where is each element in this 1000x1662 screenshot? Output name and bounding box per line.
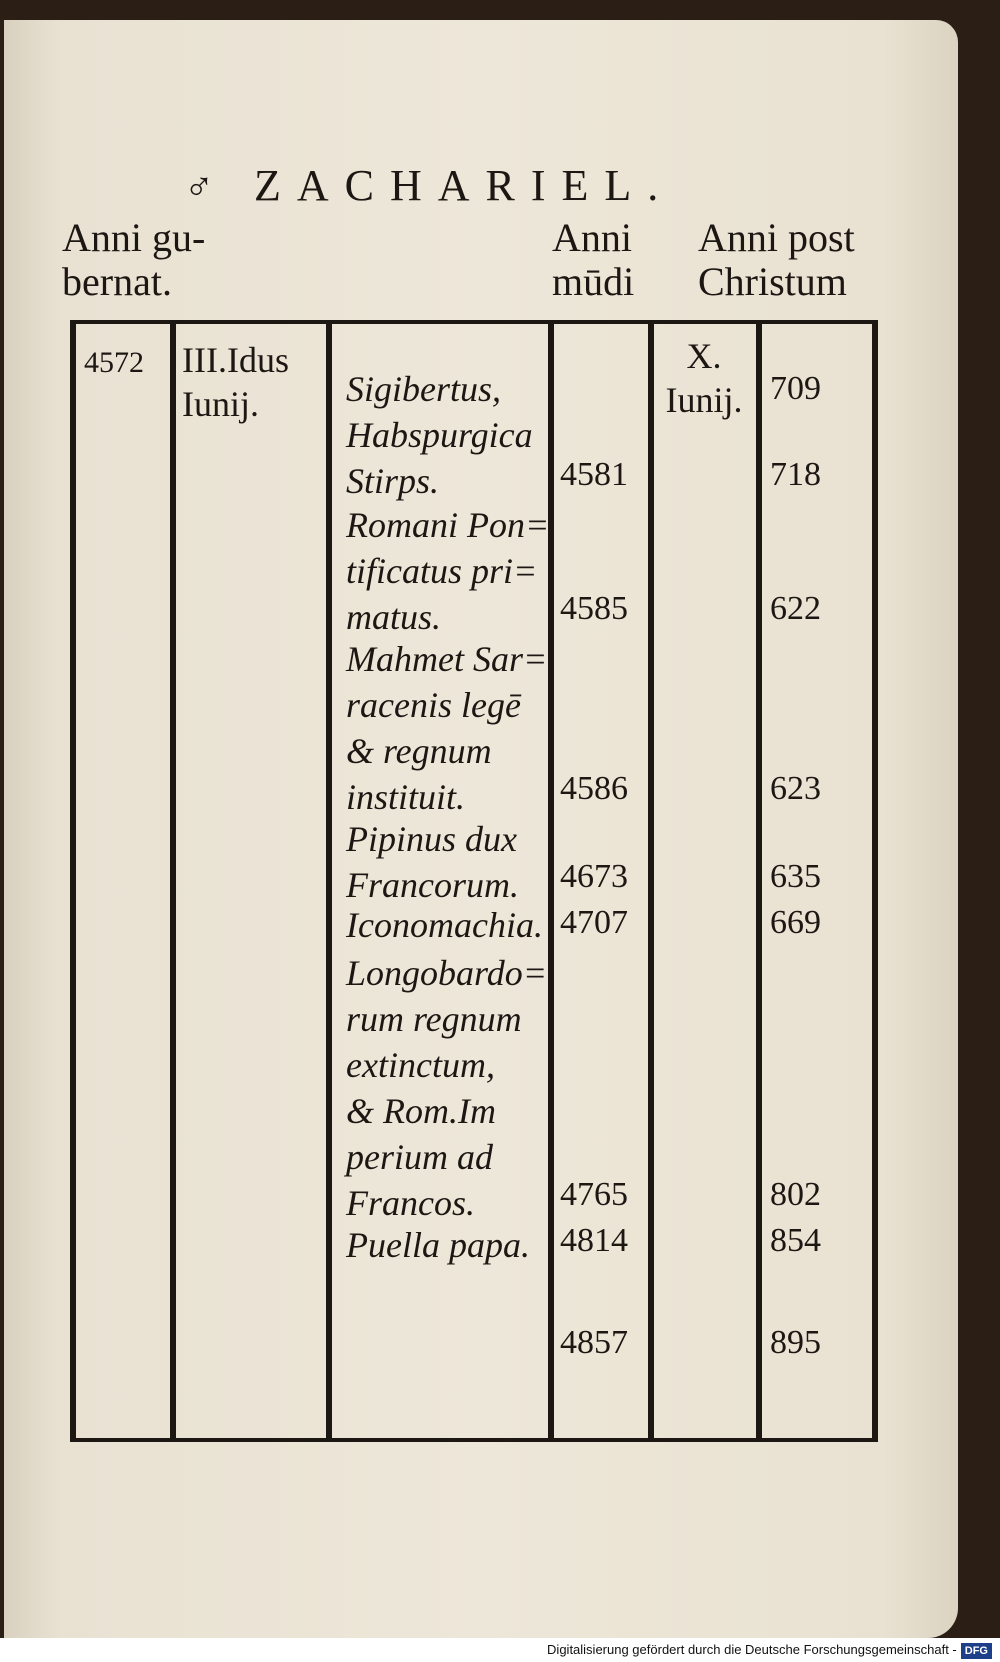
chronology-table	[70, 320, 878, 1442]
digitization-credit	[0, 1638, 1000, 1662]
page-header	[184, 160, 804, 211]
christum-value: 669	[770, 904, 821, 941]
mundi-value: 4814	[560, 1222, 628, 1259]
column-rule	[70, 324, 76, 1438]
column-header-anni-gubernat: Anni gu- bernat.	[62, 215, 206, 304]
entry-text: Romani Pon= tificatus pri= matus.	[346, 505, 550, 637]
mundi-value-final: 4857	[560, 1324, 628, 1361]
column-rule	[872, 324, 878, 1438]
dfg-logo: DFG	[961, 1643, 992, 1659]
entry-text: Longobardo= rum regnum extinctum, & Rom.Im perium ad Francos.	[346, 953, 547, 1223]
entry-text: Iconomachia.	[346, 905, 543, 945]
mundi-value: 4585	[560, 590, 628, 627]
day-label: III.Idus Iunij.	[182, 340, 289, 424]
column-rule	[170, 324, 176, 1438]
book-page	[4, 20, 958, 1638]
month-label: X. Iunij.	[665, 336, 743, 420]
christum-value: 802	[770, 1176, 821, 1213]
christum-value: 854	[770, 1222, 821, 1259]
column-rule	[648, 324, 654, 1438]
entry-text: Pipinus dux Francorum.	[346, 819, 519, 905]
mundi-value: 4707	[560, 904, 628, 941]
entry-text: Sigibertus, Habspurgica Stirps.	[346, 369, 533, 501]
christum-value-final: 895	[770, 1324, 821, 1361]
christum-value: 622	[770, 590, 821, 627]
column-header-anni-post-christum: Anni post Christum	[698, 215, 855, 304]
mundi-value: 4673	[560, 858, 628, 895]
christum-value: 635	[770, 858, 821, 895]
mars-symbol: ♂	[184, 164, 214, 209]
mundi-value: 4586	[560, 770, 628, 807]
mundi-value: 4581	[560, 456, 628, 493]
column-rule	[756, 324, 762, 1438]
christum-value: 623	[770, 770, 821, 807]
christum-value: 709	[770, 370, 821, 407]
header-title: ZACHARIEL.	[254, 161, 675, 210]
credit-text: Digitalisierung gefördert durch die Deutsche Forschungsgemeinschaft -	[547, 1642, 957, 1657]
entry-text: Mahmet Sar= racenis legē & regnum instituit.	[346, 639, 548, 817]
mundi-value: 4765	[560, 1176, 628, 1213]
column-header-anni-mundi: Anni mūdi	[552, 215, 635, 304]
anni-gubernat-value: 4572	[84, 346, 144, 379]
column-rule	[326, 324, 332, 1438]
entry-text: Puella papa.	[346, 1225, 530, 1265]
christum-value: 718	[770, 456, 821, 493]
